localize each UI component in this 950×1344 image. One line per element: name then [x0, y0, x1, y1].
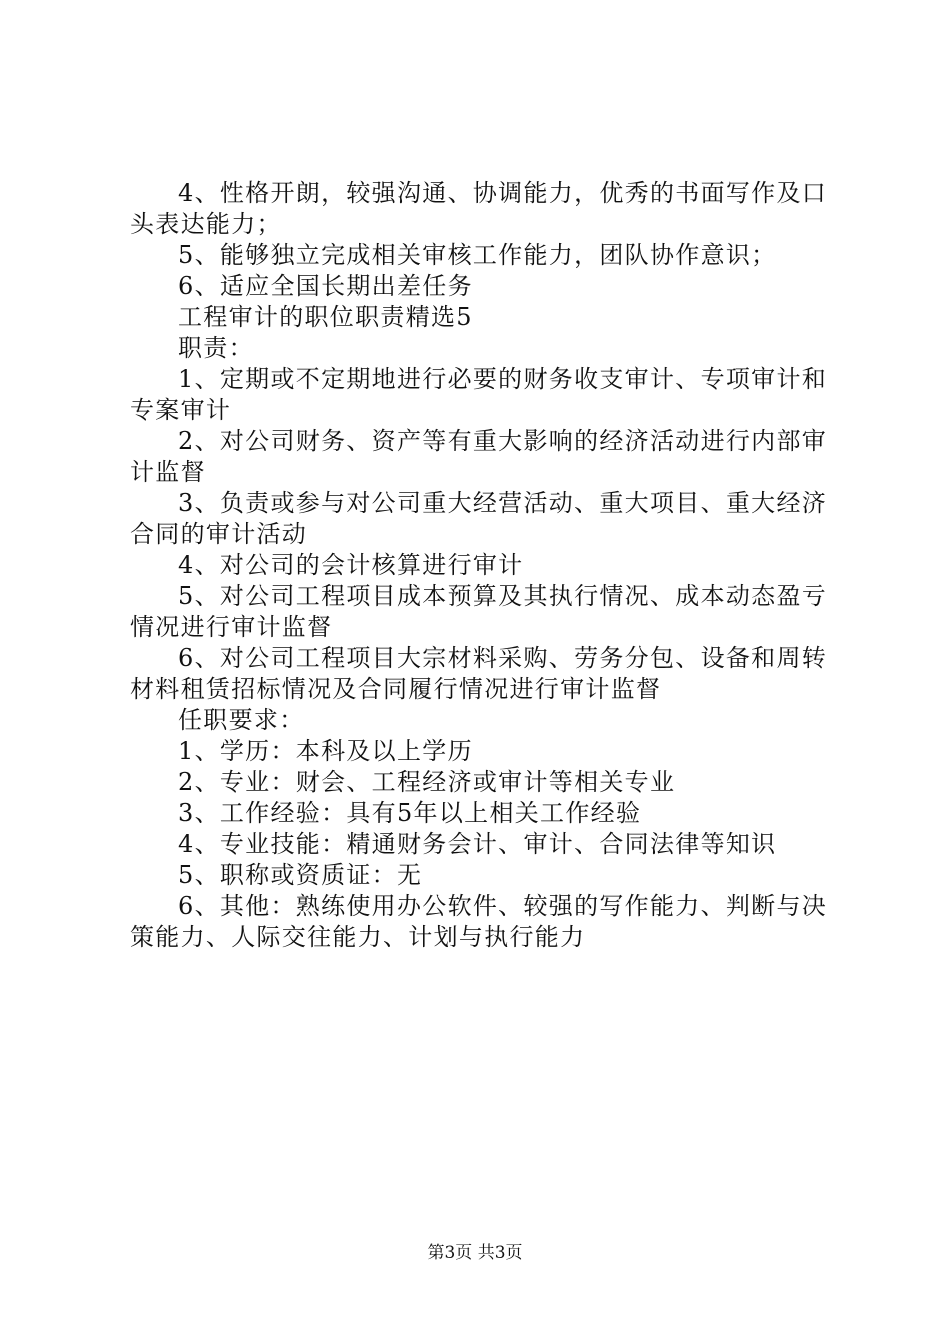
page-number: 第3页 共3页 — [427, 1243, 523, 1263]
paragraph-requirement-4: 4、性格开朗，较强沟通、协调能力，优秀的书面写作及口头表达能力； — [130, 179, 828, 238]
document-body — [130, 178, 830, 953]
duty-item-4: 4、对公司的会计核算进行审计 — [178, 551, 524, 579]
duty-item-2: 2、对公司财务、资产等有重大影响的经济活动进行内部审计监督 — [130, 427, 828, 486]
paragraph-requirement-6: 6、适应全国长期出差任务 — [178, 272, 473, 300]
section-heading: 工程审计的职位职责精选5 — [178, 303, 473, 331]
requirement-item-1: 1、学历：本科及以上学历 — [178, 737, 473, 765]
duty-item-1: 1、定期或不定期地进行必要的财务收支审计、专项审计和专案审计 — [130, 365, 828, 424]
requirement-item-4: 4、专业技能：精通财务会计、审计、合同法律等知识 — [178, 830, 777, 858]
duty-item-3: 3、负责或参与对公司重大经营活动、重大项目、重大经济合同的审计活动 — [130, 489, 828, 548]
requirement-item-3: 3、工作经验：具有5年以上相关工作经验 — [178, 799, 642, 827]
duty-item-5: 5、对公司工程项目成本预算及其执行情况、成本动态盈亏情况进行审计监督 — [130, 582, 828, 641]
paragraph-requirement-5: 5、能够独立完成相关审核工作能力，团队协作意识； — [178, 241, 777, 269]
page-footer — [0, 1242, 950, 1264]
duties-heading: 职责： — [178, 334, 254, 362]
requirement-item-5: 5、职称或资质证：无 — [178, 861, 423, 889]
requirements-heading: 任职要求： — [178, 706, 305, 734]
requirement-item-2: 2、专业：财会、工程经济或审计等相关专业 — [178, 768, 676, 796]
duty-item-6: 6、对公司工程项目大宗材料采购、劳务分包、设备和周转材料租赁招标情况及合同履行情况进行审计监督 — [130, 644, 828, 703]
requirement-item-6: 6、其他：熟练使用办公软件、较强的写作能力、判断与决策能力、人际交往能力、计划与执行能力 — [130, 892, 828, 951]
